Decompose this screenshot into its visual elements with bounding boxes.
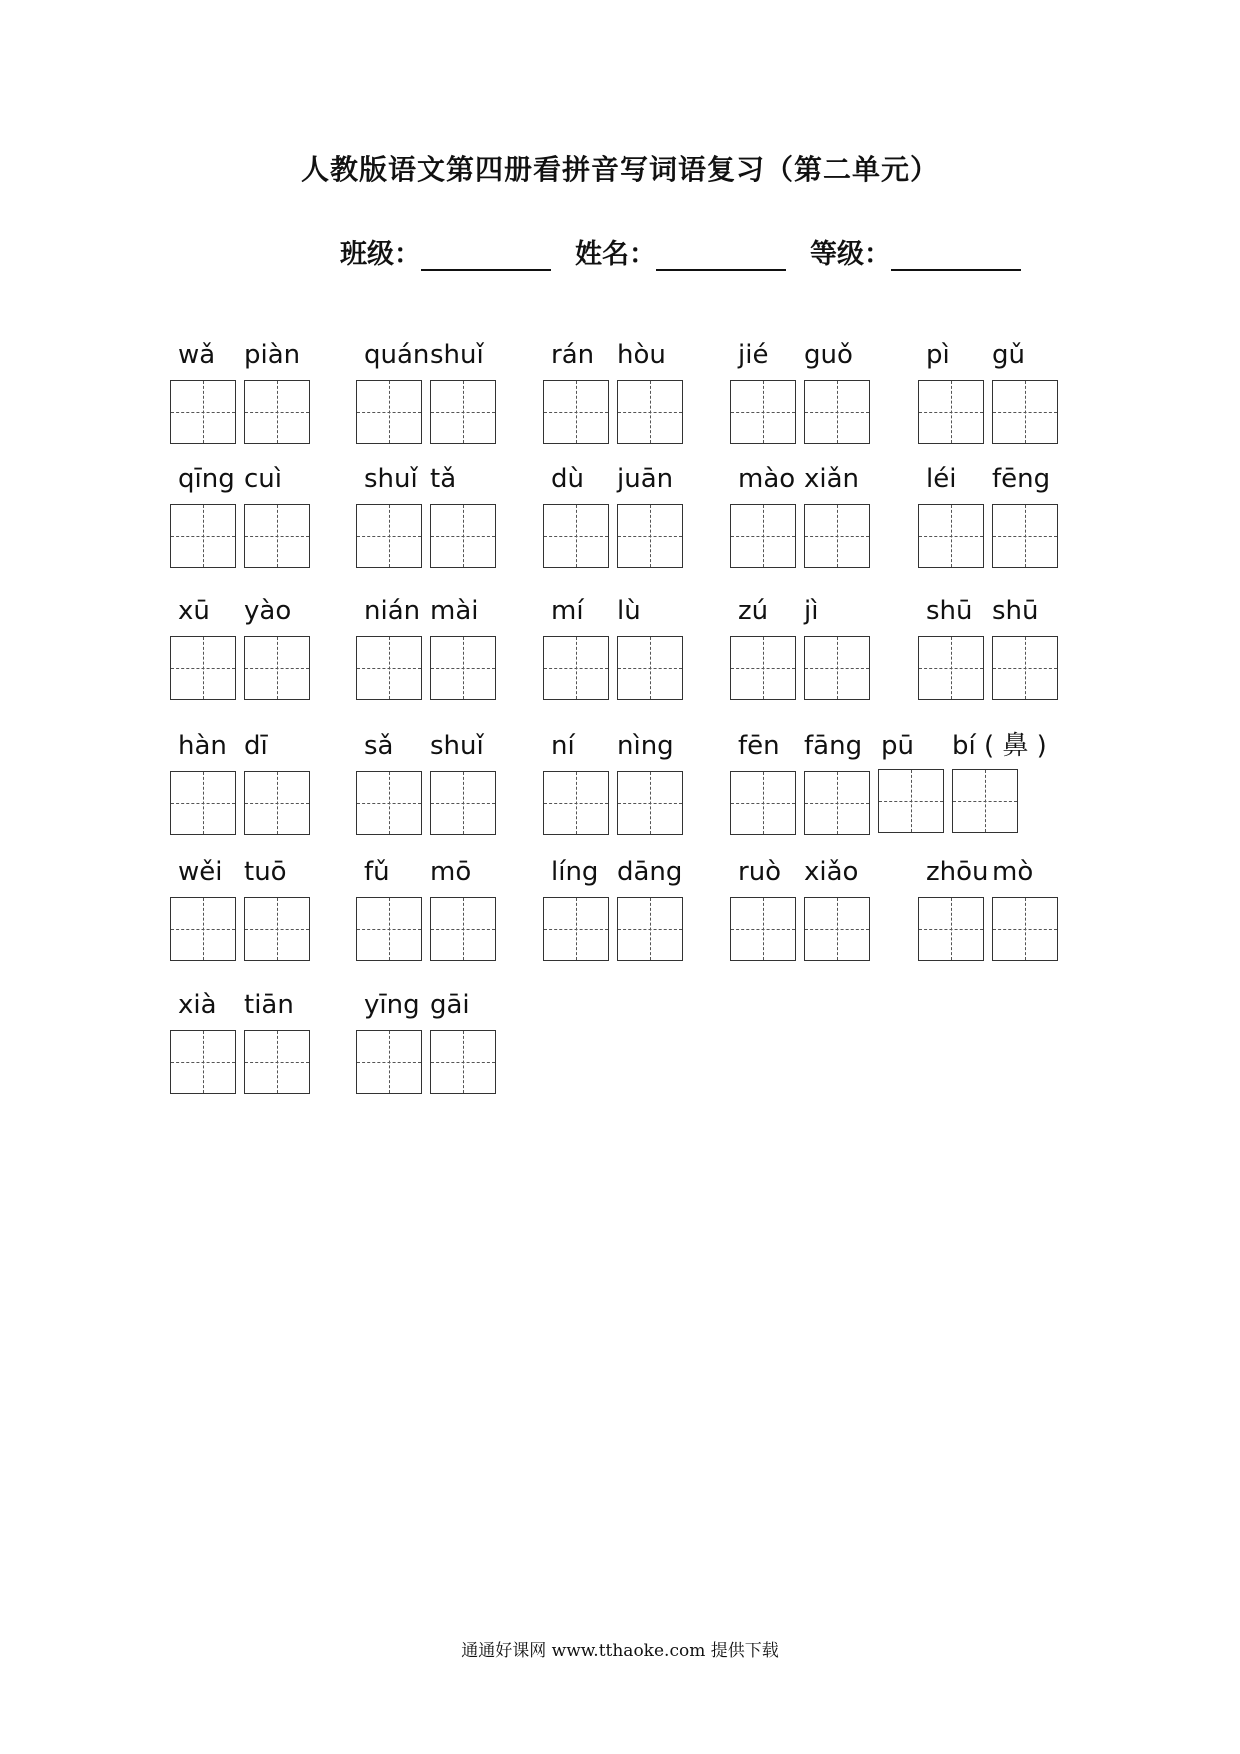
pinyin-line xyxy=(543,462,731,496)
writing-box[interactable] xyxy=(430,380,496,444)
pinyin-syllable: fāng xyxy=(804,731,863,761)
writing-box[interactable] xyxy=(430,771,496,835)
writing-box[interactable] xyxy=(804,504,870,568)
writing-box[interactable] xyxy=(170,636,236,700)
pinyin-syllable: dù xyxy=(551,464,584,494)
pinyin-line xyxy=(170,462,358,496)
pinyin-line xyxy=(356,988,544,1022)
writing-box[interactable] xyxy=(918,504,984,568)
pinyin-syllable: hòu xyxy=(617,340,666,370)
writing-box[interactable] xyxy=(244,1030,310,1094)
pinyin-line xyxy=(170,988,358,1022)
writing-box[interactable] xyxy=(617,504,683,568)
writing-box[interactable] xyxy=(804,771,870,835)
writing-box[interactable] xyxy=(952,769,1018,833)
name-label: 姓名： xyxy=(575,239,656,270)
pinyin-line xyxy=(170,338,358,372)
pinyin-syllable: xià xyxy=(178,990,217,1020)
pinyin-syllable: pì xyxy=(926,340,950,370)
word-item xyxy=(356,729,504,839)
pinyin-line xyxy=(918,594,1106,628)
writing-box[interactable] xyxy=(356,1030,422,1094)
writing-box[interactable] xyxy=(804,380,870,444)
word-item xyxy=(170,988,318,1098)
pinyin-syllable: tǎ xyxy=(430,464,457,494)
word-item xyxy=(356,462,504,572)
word-item xyxy=(730,855,878,965)
pinyin-syllable: lù xyxy=(617,596,641,626)
writing-box[interactable] xyxy=(730,380,796,444)
word-item xyxy=(356,594,504,704)
writing-box[interactable] xyxy=(356,636,422,700)
writing-box[interactable] xyxy=(730,504,796,568)
pinyin-syllable: qīng xyxy=(178,464,235,494)
word-item xyxy=(730,729,1047,839)
word-item xyxy=(730,462,878,572)
pinyin-syllable: ruò xyxy=(738,857,782,887)
class-label: 班级： xyxy=(340,239,421,270)
writing-box[interactable] xyxy=(430,1030,496,1094)
writing-box[interactable] xyxy=(918,897,984,961)
pinyin-syllable: rán xyxy=(551,340,595,370)
pinyin-syllable: shū xyxy=(992,596,1039,626)
writing-box[interactable] xyxy=(992,897,1058,961)
writing-box[interactable] xyxy=(543,380,609,444)
pinyin-syllable: quán xyxy=(364,340,430,370)
pinyin-syllable: zhōu xyxy=(926,857,989,887)
pinyin-syllable: mào xyxy=(738,464,796,494)
pinyin-line xyxy=(918,338,1106,372)
pinyin-syllable: yào xyxy=(244,596,292,626)
writing-box[interactable] xyxy=(617,897,683,961)
word-item xyxy=(356,338,504,448)
writing-box[interactable] xyxy=(992,504,1058,568)
writing-box[interactable] xyxy=(617,380,683,444)
pinyin-line xyxy=(543,729,731,763)
pinyin-syllable: tuō xyxy=(244,857,287,887)
word-item xyxy=(918,855,1066,965)
writing-box[interactable] xyxy=(430,504,496,568)
pinyin-line xyxy=(170,855,358,889)
writing-box[interactable] xyxy=(730,897,796,961)
writing-box[interactable] xyxy=(356,897,422,961)
word-item xyxy=(543,338,691,448)
writing-box[interactable] xyxy=(617,636,683,700)
pinyin-syllable: xiǎo xyxy=(804,857,859,887)
pinyin-syllable: gāi xyxy=(430,990,470,1020)
word-item xyxy=(918,338,1066,448)
pinyin-syllable: yīng xyxy=(364,990,420,1020)
pinyin-line xyxy=(170,729,358,763)
pinyin-syllable: mài xyxy=(430,596,479,626)
writing-box[interactable] xyxy=(878,769,944,833)
word-item xyxy=(543,729,691,839)
writing-box[interactable] xyxy=(543,897,609,961)
pinyin-line xyxy=(356,729,544,763)
pinyin-syllable: zú xyxy=(738,596,769,626)
pinyin-syllable: nìng xyxy=(617,731,674,761)
writing-box[interactable] xyxy=(918,380,984,444)
word-item xyxy=(356,855,504,965)
writing-box[interactable] xyxy=(543,504,609,568)
pinyin-syllable: dāng xyxy=(617,857,683,887)
writing-box[interactable] xyxy=(730,771,796,835)
word-item xyxy=(170,729,318,839)
pinyin-syllable: jié xyxy=(738,340,769,370)
word-item xyxy=(170,338,318,448)
pinyin-syllable: piàn xyxy=(244,340,301,370)
pinyin-syllable: xū xyxy=(178,596,210,626)
pinyin-syllable: ní xyxy=(551,731,575,761)
pinyin-syllable: cuì xyxy=(244,464,282,494)
pinyin-syllable: shū xyxy=(926,596,973,626)
writing-box[interactable] xyxy=(170,504,236,568)
writing-box[interactable] xyxy=(244,636,310,700)
pinyin-syllable: mō xyxy=(430,857,472,887)
pinyin-syllable: jì xyxy=(804,596,819,626)
writing-box[interactable] xyxy=(244,771,310,835)
pinyin-line xyxy=(730,729,1066,763)
pinyin-syllable: sǎ xyxy=(364,731,394,761)
writing-box[interactable] xyxy=(170,897,236,961)
pinyin-syllable: guǒ xyxy=(804,340,853,370)
writing-box[interactable] xyxy=(992,380,1058,444)
writing-box[interactable] xyxy=(804,636,870,700)
word-item xyxy=(730,594,878,704)
pinyin-syllable: shuǐ xyxy=(430,731,484,761)
writing-box[interactable] xyxy=(804,897,870,961)
pinyin-syllable: wěi xyxy=(178,857,223,887)
writing-box[interactable] xyxy=(356,380,422,444)
pinyin-syllable: fēn xyxy=(738,731,780,761)
pinyin-line xyxy=(730,855,918,889)
pinyin-syllable: léi xyxy=(926,464,957,494)
pinyin-syllable: dī xyxy=(244,731,268,761)
pinyin-line xyxy=(543,338,731,372)
pinyin-syllable: wǎ xyxy=(178,340,216,370)
pinyin-line xyxy=(918,855,1106,889)
pinyin-syllable: tiān xyxy=(244,990,294,1020)
pinyin-line xyxy=(730,338,918,372)
pinyin-syllable: shuǐ xyxy=(364,464,418,494)
pinyin-syllable: xiǎn xyxy=(804,464,860,494)
page-title: 人教版语文第四册看拼音写词语复习（第二单元） xyxy=(300,153,939,186)
writing-box[interactable] xyxy=(543,771,609,835)
writing-box[interactable] xyxy=(356,771,422,835)
writing-box[interactable] xyxy=(992,636,1058,700)
writing-box[interactable] xyxy=(170,771,236,835)
pinyin-syllable: nián xyxy=(364,596,421,626)
writing-box[interactable] xyxy=(244,380,310,444)
writing-box[interactable] xyxy=(730,636,796,700)
pinyin-line xyxy=(356,462,544,496)
pinyin-line xyxy=(730,594,918,628)
writing-box[interactable] xyxy=(244,897,310,961)
pinyin-line xyxy=(356,855,544,889)
writing-box[interactable] xyxy=(430,897,496,961)
word-item xyxy=(543,855,691,965)
pinyin-line xyxy=(918,462,1106,496)
footer-credit: 通通好课网 www.tthaoke.com 提供下载 xyxy=(461,1641,779,1661)
writing-box[interactable] xyxy=(430,636,496,700)
word-item xyxy=(543,594,691,704)
word-item xyxy=(170,462,318,572)
word-item xyxy=(170,855,318,965)
pinyin-syllable: gǔ xyxy=(992,340,1025,370)
word-item xyxy=(543,462,691,572)
pinyin-syllable: fēng xyxy=(992,464,1051,494)
pinyin-syllable: líng xyxy=(551,857,599,887)
pinyin-syllable: bí ( 鼻 ) xyxy=(952,731,1047,761)
word-item xyxy=(730,338,878,448)
pinyin-syllable: shuǐ xyxy=(430,340,484,370)
writing-box[interactable] xyxy=(170,380,236,444)
pinyin-line xyxy=(543,855,731,889)
writing-box[interactable] xyxy=(244,504,310,568)
writing-box[interactable] xyxy=(170,1030,236,1094)
word-item xyxy=(356,988,504,1098)
writing-box[interactable] xyxy=(617,771,683,835)
writing-box[interactable] xyxy=(356,504,422,568)
pinyin-line xyxy=(356,594,544,628)
pinyin-syllable: fǔ xyxy=(364,857,390,887)
pinyin-syllable: mí xyxy=(551,596,584,626)
pinyin-syllable: mò xyxy=(992,857,1034,887)
word-item xyxy=(170,594,318,704)
pinyin-line xyxy=(170,594,358,628)
writing-box[interactable] xyxy=(918,636,984,700)
pinyin-line xyxy=(543,594,731,628)
word-item xyxy=(918,594,1066,704)
pinyin-line xyxy=(356,338,544,372)
pinyin-line xyxy=(730,462,918,496)
pinyin-syllable: juān xyxy=(617,464,674,494)
pinyin-syllable: pū xyxy=(881,731,914,761)
grade-label: 等级： xyxy=(810,239,891,270)
word-item xyxy=(918,462,1066,572)
pinyin-syllable: hàn xyxy=(178,731,227,761)
writing-box[interactable] xyxy=(543,636,609,700)
